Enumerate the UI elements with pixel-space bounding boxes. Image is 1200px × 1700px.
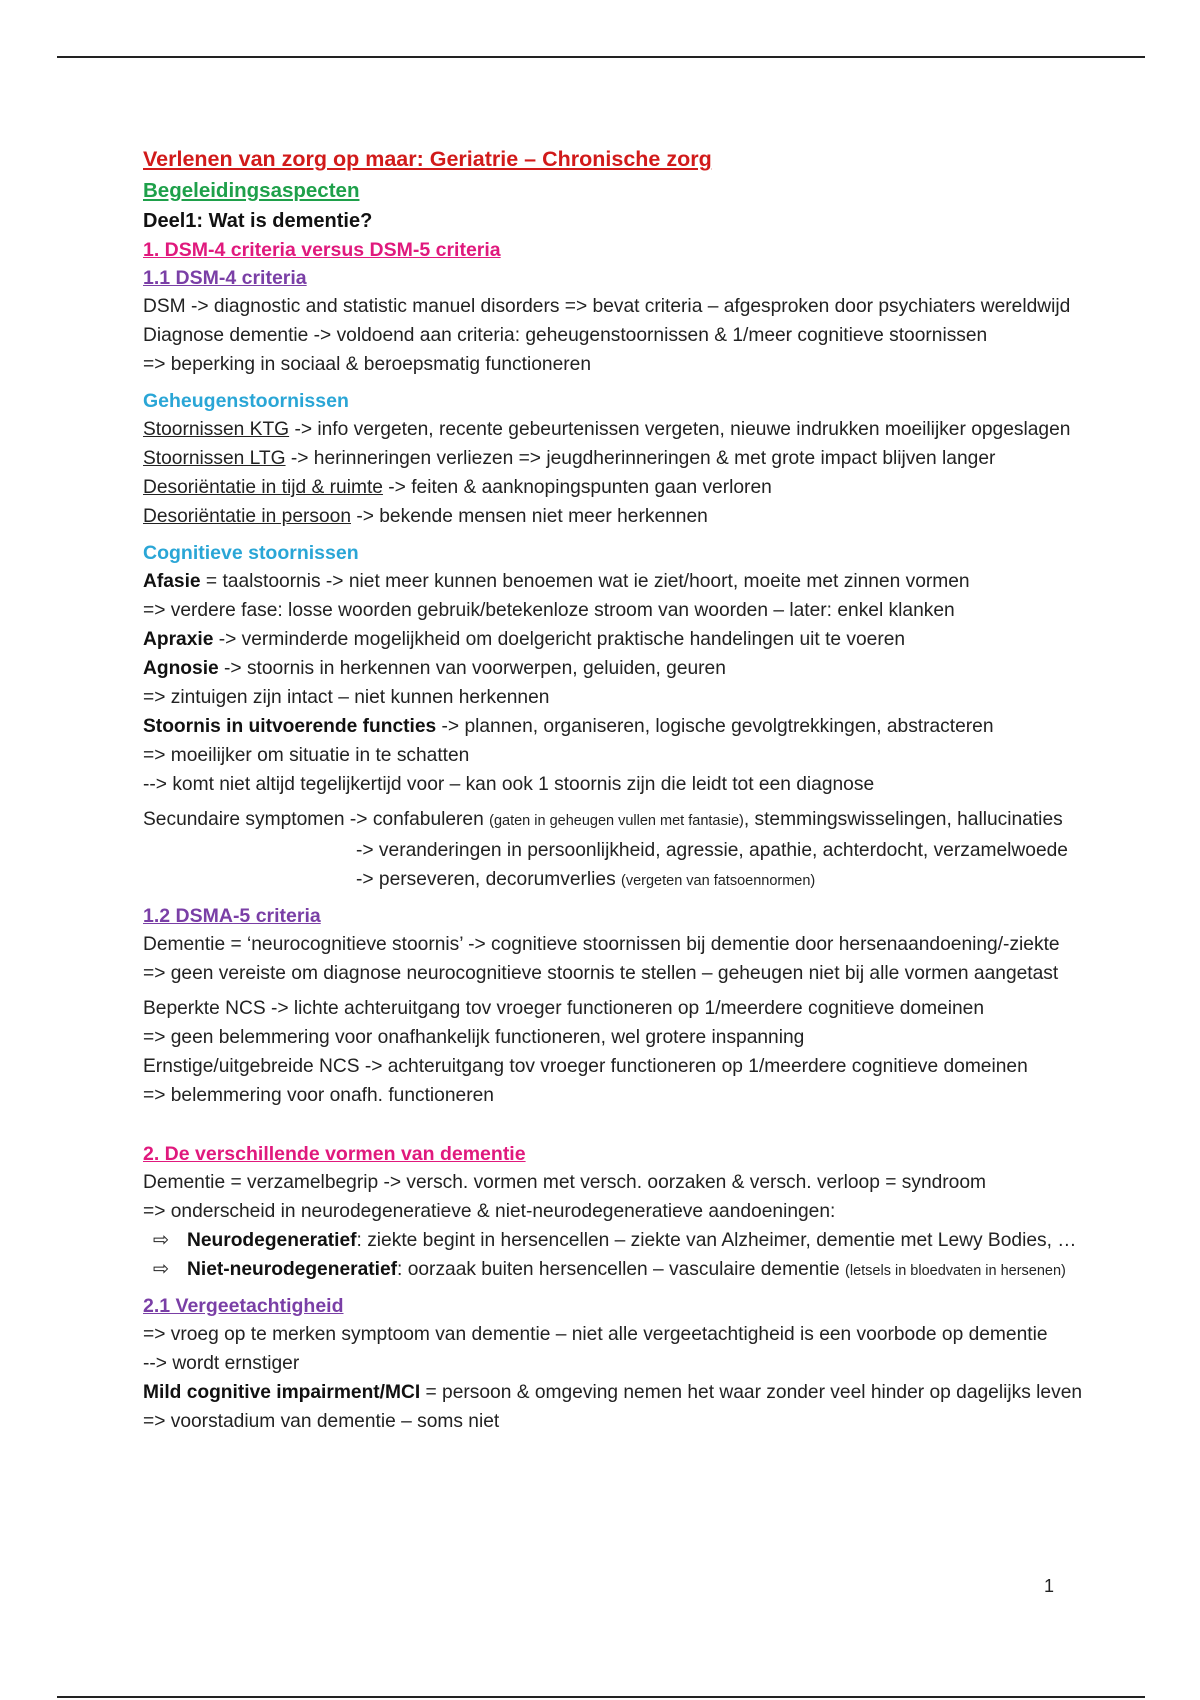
paragraph: --> wordt ernstiger <box>143 1353 300 1374</box>
section-1-1-heading: 1.1 DSM-4 criteria <box>143 267 307 289</box>
paragraph: Diagnose dementie -> voldoend aan criteria: geheugenstoornissen & 1/meer cognitieve stoornissen <box>143 325 988 346</box>
document-subtitle: Begeleidingsaspecten <box>143 179 360 202</box>
term: Stoornissen LTG <box>143 448 286 469</box>
definition-line <box>143 473 1143 502</box>
definition-line <box>143 502 1143 531</box>
document-body <box>143 143 1143 1436</box>
definition-line <box>143 1378 1143 1407</box>
paragraph: --> komt niet altijd tegelijkertijd voor – kan ook 1 stoornis zijn die leidt tot een diagnose <box>143 774 875 795</box>
paragraph: Beperkte NCS -> lichte achteruitgang tov vroeger functioneren op 1/meerdere cognitieve domeinen <box>143 998 985 1019</box>
secondary-symptoms-line: -> veranderingen in persoonlijkheid, agressie, apathie, achterdocht, verzamelwoede <box>356 840 1068 861</box>
text: -> perseveren, decorumverlies <box>356 869 622 890</box>
paragraph: Ernstige/uitgebreide NCS -> achteruitgang tov vroeger functioneren op 1/meerdere cognitieve domeinen <box>143 1056 1028 1077</box>
term: Mild cognitive impairment/MCI <box>143 1382 421 1403</box>
paragraph: => onderscheid in neurodegeneratieve & niet-neurodegeneratieve aandoeningen: <box>143 1201 836 1222</box>
paragraph: => geen vereiste om diagnose neurocognitieve stoornis te stellen – geheugen niet bij alle vormen aangetast <box>143 963 1059 984</box>
note: (gaten in geheugen vullen met fantasie) <box>489 813 744 829</box>
definition-line <box>143 625 1143 654</box>
document-title: Verlenen van zorg op maar: Geriatrie – Chronische zorg <box>143 147 712 171</box>
definition-line <box>143 567 1143 596</box>
term: Stoornissen KTG <box>143 419 290 440</box>
geheugen-heading: Geheugenstoornissen <box>143 390 349 412</box>
footer-rule <box>57 1696 1145 1698</box>
term: Agnosie <box>143 658 219 679</box>
paragraph: => zintuigen zijn intact – niet kunnen herkennen <box>143 687 550 708</box>
definition-line <box>143 654 1143 683</box>
term: Niet-neurodegeneratief <box>187 1259 398 1280</box>
section-2-1-heading: 2.1 Vergeetachtigheid <box>143 1295 344 1317</box>
definition: -> bekende mensen niet meer herkennen <box>351 506 708 527</box>
definition: -> verminderde mogelijkheid om doelgericht praktische handelingen uit te voeren <box>213 629 906 650</box>
paragraph: Dementie = verzamelbegrip -> versch. vormen met versch. oorzaken & versch. verloop = syndroom <box>143 1172 987 1193</box>
secondary-symptoms-line <box>143 865 1143 896</box>
paragraph: => vroeg op te merken symptoom van dementie – niet alle vergeetachtigheid is een voorbode op dementie <box>143 1324 1048 1345</box>
note: (letsels in bloedvaten in hersenen) <box>845 1263 1066 1279</box>
definition: : ziekte begint in hersencellen – ziekte van Alzheimer, dementie met Lewy Bodies, … <box>356 1230 1077 1251</box>
paragraph: => moeilijker om situatie in te schatten <box>143 745 470 766</box>
bullet-item <box>143 1255 1143 1286</box>
definition: -> plannen, organiseren, logische gevolgtrekkingen, abstracteren <box>436 716 994 737</box>
paragraph: => geen belemmering voor onafhankelijk functioneren, wel grotere inspanning <box>143 1027 805 1048</box>
definition: -> stoornis in herkennen van voorwerpen, geluiden, geuren <box>218 658 726 679</box>
paragraph: => verdere fase: losse woorden gebruik/betekenloze stroom van woorden – later: enkel klanken <box>143 600 955 621</box>
term: Neurodegeneratief <box>187 1230 357 1251</box>
paragraph: => voorstadium van dementie – soms niet <box>143 1411 500 1432</box>
definition-line <box>143 415 1143 444</box>
definition: -> herinneringen verliezen => jeugdherinneringen & met grote impact blijven langer <box>285 448 996 469</box>
paragraph: => belemmering voor onafh. functioneren <box>143 1085 494 1106</box>
definition: = persoon & omgeving nemen het waar zonder veel hinder op dagelijks leven <box>420 1382 1083 1403</box>
section-2-heading: 2. De verschillende vormen van dementie <box>143 1143 526 1165</box>
term: Apraxie <box>143 629 214 650</box>
note: (vergeten van fatsoennormen) <box>621 873 816 889</box>
arrow-right-icon: ⇨ <box>153 1259 170 1280</box>
paragraph: DSM -> diagnostic and statistic manuel disorders => bevat criteria – afgesproken door psychiaters wereldwijd <box>143 296 1071 317</box>
cognitief-heading: Cognitieve stoornissen <box>143 542 359 564</box>
part-heading: Deel1: Wat is dementie? <box>143 210 373 232</box>
text: Secundaire symptomen -> confabuleren <box>143 809 490 830</box>
term: Desoriëntatie in persoon <box>143 506 351 527</box>
section-1-2-heading: 1.2 DSMA-5 criteria <box>143 905 321 927</box>
definition: -> feiten & aanknopingspunten gaan verloren <box>382 477 772 498</box>
definition: : oorzaak buiten hersencellen – vasculaire dementie <box>397 1259 846 1280</box>
bullet-item <box>143 1226 1143 1255</box>
definition-line <box>143 444 1143 473</box>
text: , stemmingswisselingen, hallucinaties <box>743 809 1063 830</box>
page-number: 1 <box>1044 1576 1055 1596</box>
arrow-right-icon: ⇨ <box>153 1230 170 1251</box>
paragraph: Dementie = ‘neurocognitieve stoornis’ -> cognitieve stoornissen bij dementie door hersenaandoening/-ziekte <box>143 934 1060 955</box>
definition-line <box>143 712 1143 741</box>
term: Stoornis in uitvoerende functies <box>143 716 437 737</box>
paragraph: => beperking in sociaal & beroepsmatig functioneren <box>143 354 591 375</box>
header-rule <box>57 56 1145 58</box>
definition: -> info vergeten, recente gebeurtenissen vergeten, nieuwe indrukken moeilijker opgeslagen <box>289 419 1071 440</box>
term: Desoriëntatie in tijd & ruimte <box>143 477 383 498</box>
secondary-symptoms-line <box>143 805 1143 836</box>
section-1-heading: 1. DSM-4 criteria versus DSM-5 criteria <box>143 239 501 261</box>
definition: = taalstoornis -> niet meer kunnen benoemen wat ie ziet/hoort, moeite met zinnen vormen <box>200 571 970 592</box>
term: Afasie <box>143 571 201 592</box>
